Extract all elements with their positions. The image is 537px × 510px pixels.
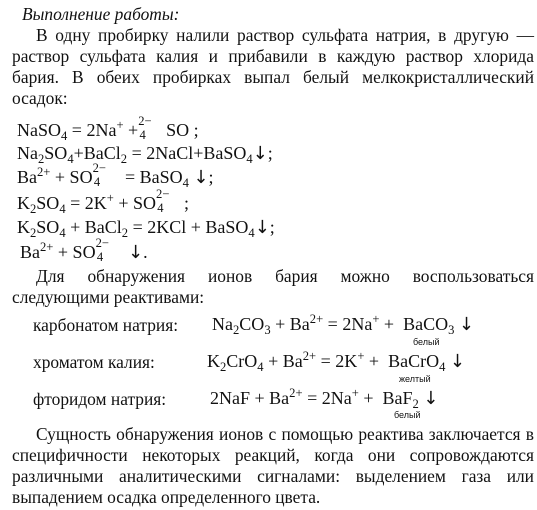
equation-3: $Ba^{2+}$ + SO 2− 4 = BaSO$_4$ ↓; xyxy=(17,161,214,190)
reagents-paragraph: Для обнаружения ионов бария можно воспользоваться следующими реактивами: xyxy=(12,266,534,307)
equation-1: NaSO$_4$ = 2Na+ + 2− 4 SO ; xyxy=(17,114,199,143)
equation-4: $K_2SO_4 = 2K^+$ + SO 2− 4 ; xyxy=(17,187,189,216)
section-heading: Выполнение работы: xyxy=(22,4,180,24)
equation-2: $Na_2SO_4+BaCl_2$ = 2NaCl+BaSO$_4$↓; xyxy=(17,143,273,166)
precipitate-color-note-2: желтый xyxy=(399,374,431,384)
precipitate-color-note-1: белый xyxy=(413,337,440,347)
precipitate-color-note-3: белый xyxy=(394,410,421,420)
equation-5: $K_2SO_4$ + BaCl$_2$ = 2KCl + BaSO$_4$↓; xyxy=(17,217,275,240)
reaction-sodium-carbonate: $Na_2CO_3 + Ba^{2+} = 2Na^+$ + BaCO$_3$ ↓ xyxy=(212,312,474,337)
intro-paragraph: В одну пробирку налили раствор сульфата натрия, в другую — раствор сульфата калия и прибавили в каждую раствор хлорида бария. В обеих пробирках выпал белый мелкокристаллический осадок: xyxy=(12,25,534,108)
reagent-label-sodium-carbonate: карбонатом натрия: xyxy=(33,315,179,335)
reagent-label-potassium-chromate: хроматом калия: xyxy=(33,352,155,372)
reaction-potassium-chromate: $K_2CrO_4 + Ba^{2+} = 2K^+$ + BaCrO$_4$ ↓ xyxy=(207,349,465,374)
reagent-label-sodium-fluoride: фторидом натрия: xyxy=(33,389,167,409)
equation-6: $Ba^{2+}$ + SO 2− 4 ↓. xyxy=(20,236,148,264)
conclusion-paragraph: Сущность обнаружения ионов с помощью реактива заключается в специфичности некоторых реакций, когда они сопровождаются различными аналитическими сигналами: выделением газа или выпадением осадка определенного цвета. xyxy=(12,424,534,507)
reaction-sodium-fluoride: $2NaF + Ba^{2+} = 2Na^+ + BaF_2$ ↓ xyxy=(210,386,439,411)
